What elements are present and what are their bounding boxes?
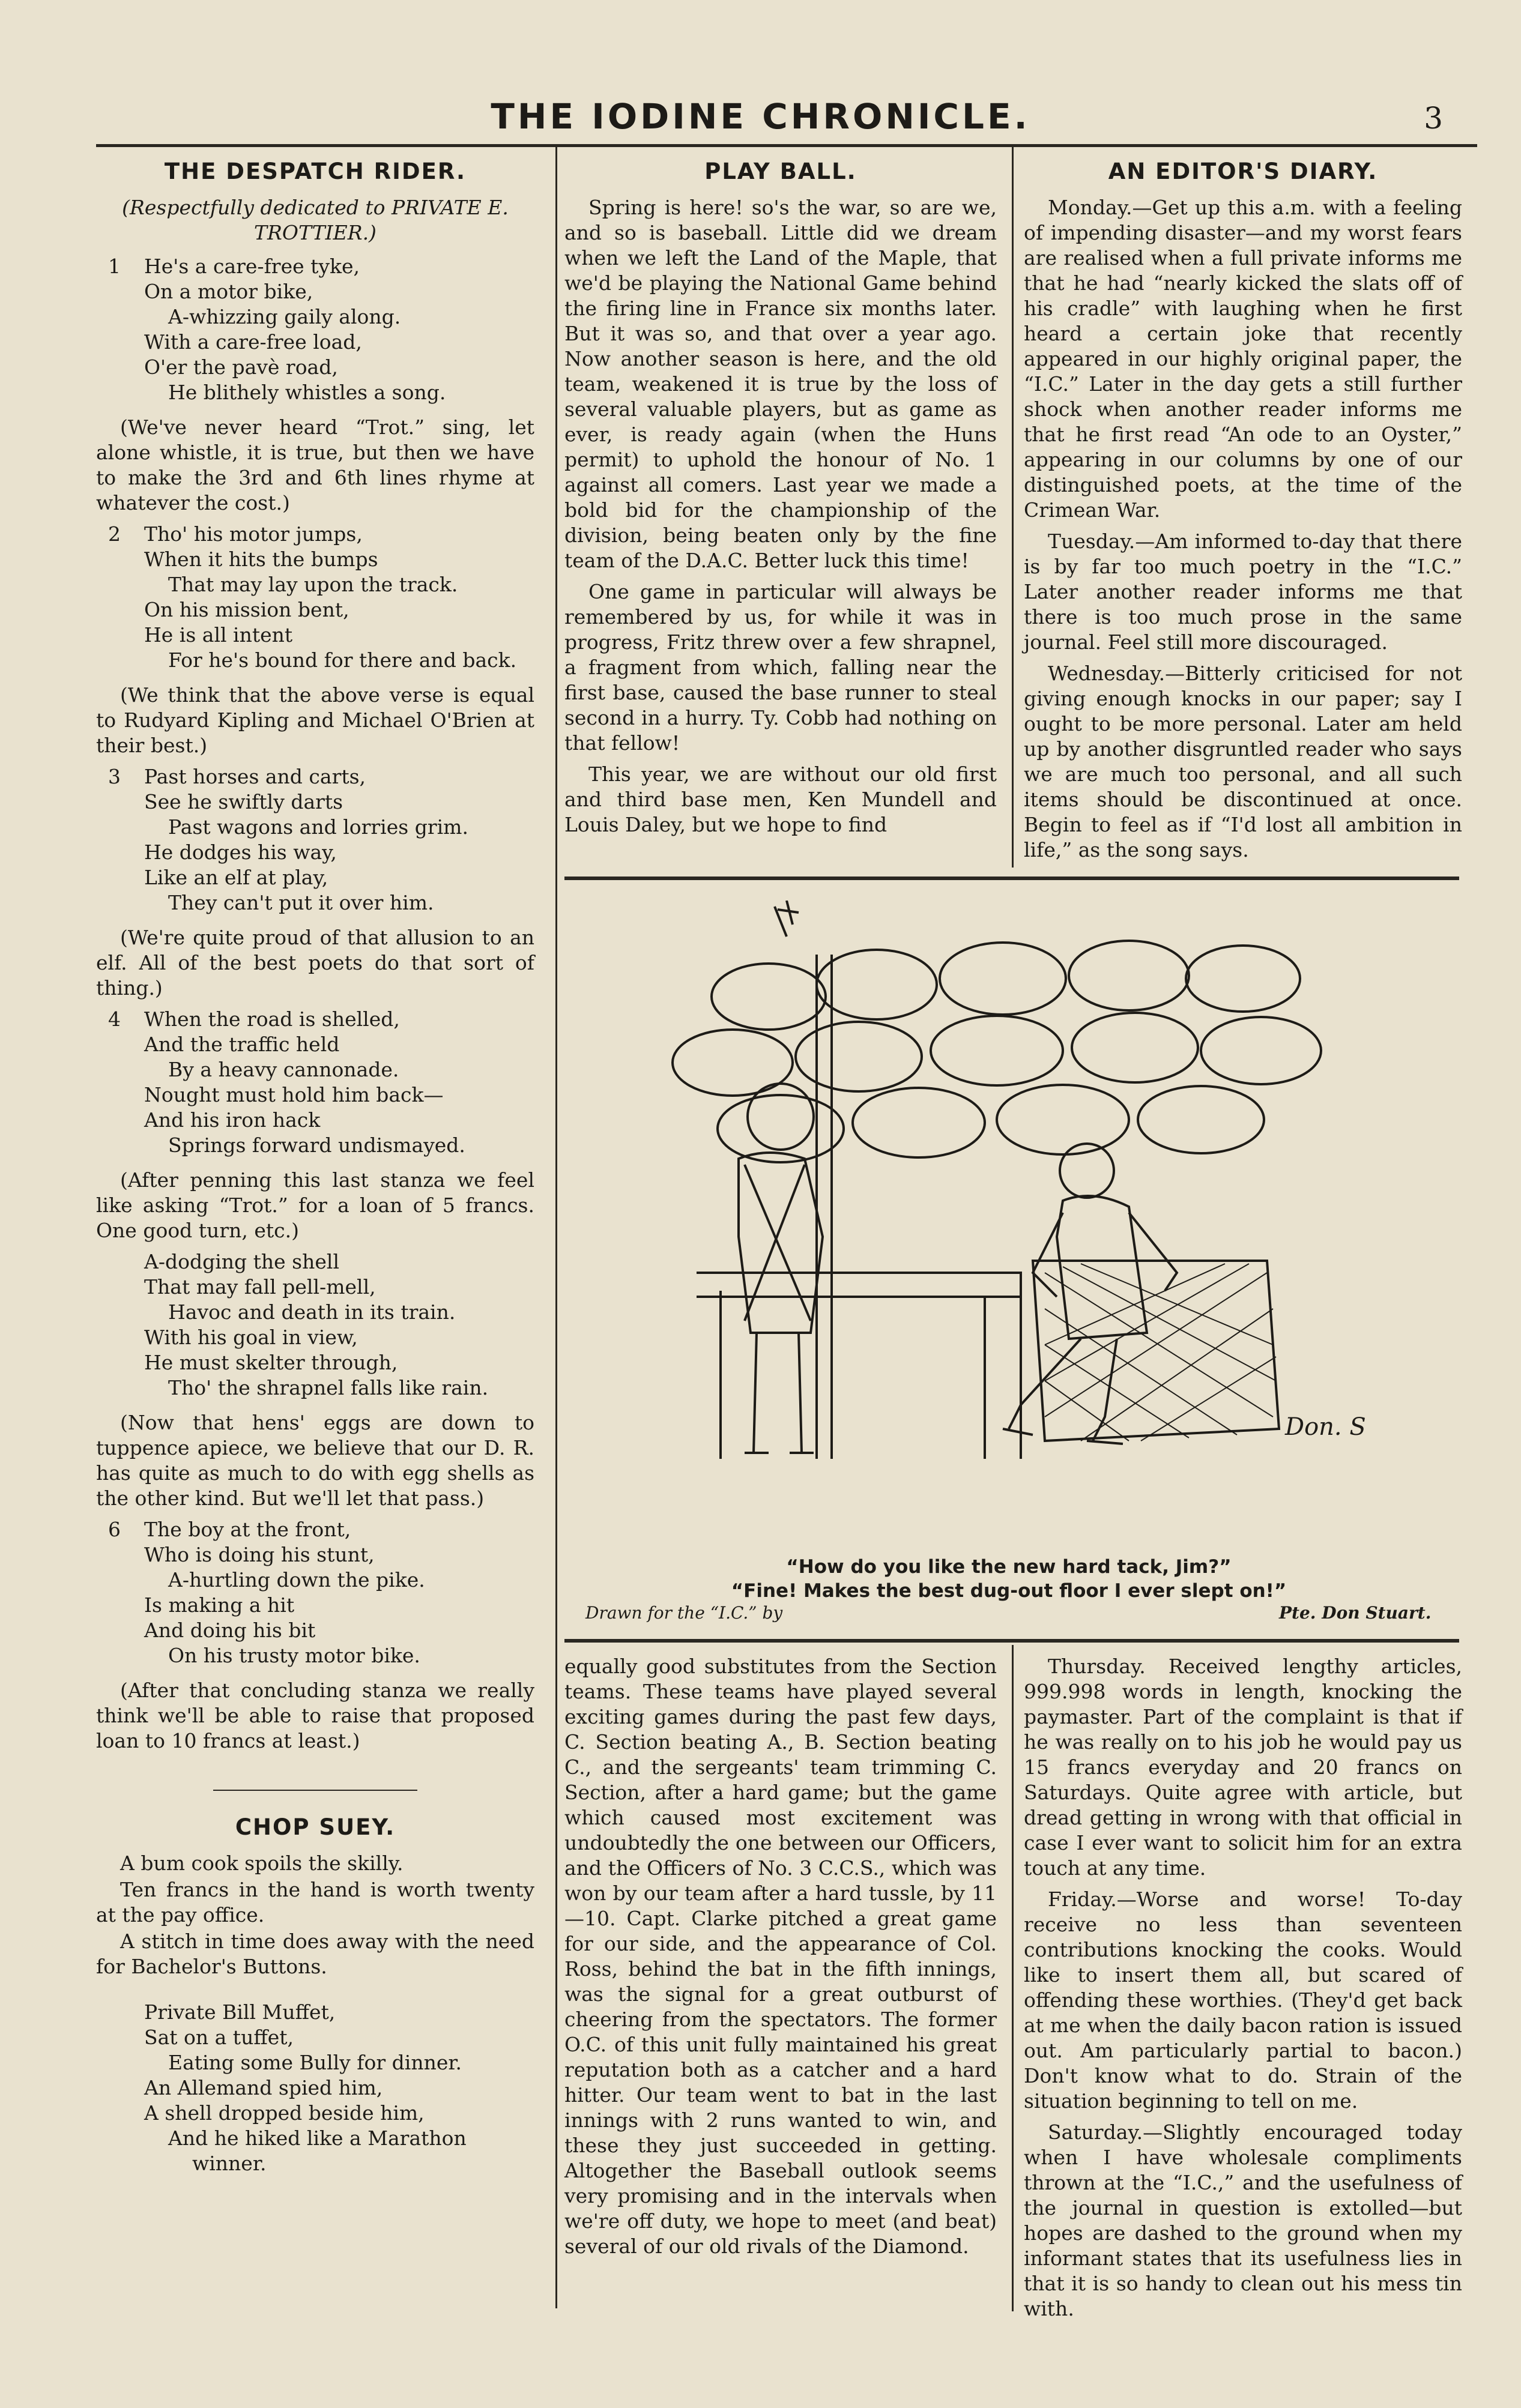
paragraph: Wednesday.—Bitterly criticised for not giving enough knocks in our paper; say I ought to be more personal. Later am held up by another disgruntled reader who says we are much too personal, and all such items should be discontinued at once. Begin to feel as if “I'd lost all ambition in life,” as the song says. [1024, 662, 1462, 862]
editor-note: (After penning this last stanza we feel like asking “Trot.” for a loan of 5 francs. One good turn, etc.) [96, 1168, 534, 1242]
verse-line: Past wagons and lorries grim. [168, 815, 468, 839]
verse-line: See he swiftly darts [144, 790, 343, 813]
verse-line: On his mission bent, [144, 598, 349, 621]
cartoon-caption [576, 1555, 1441, 1603]
verse-line: Like an elf at play, [144, 866, 328, 889]
column-middle-top [564, 159, 997, 843]
artist-signature: Don. S [1285, 1413, 1366, 1441]
paragraph: Thursday. Received lengthy articles, 999.998 words in length, knocking the paymaster. Part of the complaint is that if he was really on to his job he would pay us 15 francs everyday and 20 francs on Saturdays. Quite agree with article, but dread getting in wrong with that official in case I ever want to solicit him for an extra touch at any time. [1024, 1655, 1462, 1880]
caption-line-1: “How do you like the new hard tack, Jim?” [786, 1556, 1232, 1578]
column-right-top [1024, 159, 1462, 869]
column-rule-left [555, 147, 557, 2308]
play-ball-title: PLAY BALL. [704, 158, 857, 184]
verse-line: He is all intent [144, 623, 293, 647]
verse-line: Is making a hit [144, 1593, 295, 1617]
paragraph: Ten francs in the hand is worth twenty at the pay office. [96, 1878, 534, 1927]
stanza-5 [108, 1249, 534, 1401]
column-left [96, 159, 534, 2186]
verse-line: And the traffic held [144, 1033, 340, 1056]
verse-line: That may fall pell-mell, [144, 1275, 376, 1299]
column-rule-right-top [1012, 147, 1014, 868]
stanza-number [108, 1249, 144, 1275]
verse-line: And his iron hack [144, 1108, 321, 1132]
dedication: (Respectfully dedicated to PRIVATE E. TROTTIER.) [122, 196, 509, 244]
editor-note: (We've never heard “Trot.” sing, let alone whistle, it is true, but then we have to make the 3rd and 6th lines rhyme at whatever the cost.) [96, 415, 534, 514]
paragraph: equally good substitutes from the Section teams. These teams have played several exciting games during the past few days, C. Section beating A., B. Section beating C., and the sergeants' team trimming C. Section, after a hard game; but the game which caused most excitement was undoubtedly the one between our Officers, and the Officers of No. 3 C.C.S., which was won by our team after a hard tussle, by 11—10. Capt. Clarke pitched a great game for our side, and the appearance of Col. Ross, behind the bat in the fifth innings, was the signal for a great outburst of cheering from the spectators. The former O.C. of this unit fully maintained his great reputation both as a catcher and a hard hitter. Our team went to bat in the last innings with 2 runs wanted to win, and these they just succeeded in getting. Altogether the Baseball outlook seems very promising and in the intervals when we're off duty, we hope to meet (and beat) several of our old rivals of the Diamond. [564, 1655, 997, 2258]
chop-suey-title: CHOP SUEY. [235, 1814, 396, 1840]
verse-line: A-hurtling down the pike. [168, 1568, 425, 1592]
verse-line: That may lay upon the track. [168, 573, 458, 596]
paragraph: Monday.—Get up this a.m. with a feeling of impending disaster—and my worst fears are realised when a full private informs me that he had “nearly kicked the slats off of his cradle” with laughing when he first heard a certain joke that recently appeared in our highly original paper, the “I.C.” Later in the day gets a still further shock when another reader informs me that he first read “An ode to an Oyster,” appearing in our columns by one of our distinguished poets, at the time of the Crimean War. [1024, 196, 1462, 522]
verse-line: He's a care-free tyke, [144, 255, 360, 278]
stanza-number: 4 [108, 1007, 121, 1031]
verse-line: A-dodging the shell [144, 1250, 340, 1273]
muffet-verse [144, 2000, 534, 2176]
stanza-4 [108, 1007, 534, 1158]
editor-note: (Now that hens' eggs are down to tuppence apiece, we believe that our D. R. has quite as much to do with egg shells as the other kind. But we'll let that pass.) [96, 1411, 534, 1510]
stanza-1 [108, 254, 534, 405]
verse-line: Past horses and carts, [144, 765, 366, 788]
masthead-title: THE IODINE CHRONICLE. [491, 96, 1030, 137]
column-right-bottom [1024, 1654, 1462, 2328]
verse-line: He dodges his way, [144, 840, 337, 864]
verse-line: Sat on a tuffet, [144, 2026, 294, 2049]
paragraph: One game in particular will always be remembered by us, for while it was in progress, Fritz threw over a few shrapnel, a fragment from which, falling near the first base, caused the base runner to steal second in a hurry. Ty. Cobb had nothing on that fellow! [564, 580, 997, 755]
editor-note: (After that concluding stanza we really think we'll be able to raise that proposed loan to 10 francs at least.) [96, 1679, 534, 1752]
editor-note: (We're quite proud of that allusion to an elf. All of the best poets do that sort of thing.) [96, 926, 534, 1000]
section-divider [213, 1790, 417, 1791]
verse-line: Private Bill Muffet, [144, 2000, 336, 2024]
editor-note: (We think that the above verse is equal to Rudyard Kipling and Michael O'Brien at their best.) [96, 683, 534, 757]
stanza-number: 1 [108, 255, 121, 278]
verse-line: Nought must hold him back— [144, 1083, 444, 1106]
verse-line: He must skelter through, [144, 1351, 398, 1374]
verse-line: He blithely whistles a song. [168, 381, 446, 404]
verse-line: O'er the pavè road, [144, 355, 338, 379]
verse-line: With a care-free load, [144, 330, 362, 354]
trench-cartoon-illustration [649, 901, 1447, 1501]
paragraph: A bum cook spoils the skilly. [120, 1851, 404, 1875]
verse-line: Springs forward undismayed. [168, 1133, 465, 1157]
column-middle-bottom [564, 1654, 997, 2265]
paragraph: This year, we are without our old first and third base men, Ken Mundell and Louis Daley, but we hope to find [564, 762, 997, 836]
caption-line-2: “Fine! Makes the best dug-out floor I ever slept on!” [731, 1580, 1287, 1602]
verse-line: And doing his bit [144, 1619, 316, 1642]
verse-line: A-whizzing gaily along. [168, 305, 401, 328]
verse-line: With his goal in view, [144, 1326, 358, 1349]
verse-line: An Allemand spied him, [144, 2076, 383, 2099]
stanza-6 [108, 1517, 534, 1668]
editors-diary-title: AN EDITOR'S DIARY. [1108, 158, 1378, 184]
verse-line: Who is doing his stunt, [144, 1543, 375, 1566]
verse-line: And he hiked like a Marathon [168, 2126, 467, 2150]
masthead-rule [96, 144, 1477, 147]
verse-line: The boy at the front, [144, 1518, 351, 1541]
stanza-3 [108, 764, 534, 916]
paragraph: Saturday.—Slightly encouraged today when I have wholesale compliments thrown at the “I.C.,” and the usefulness of the journal in question is extolled—but hopes are dashed to the ground when my informant states that its usefulness lies in that it is so handy to clean out his mess tin with. [1024, 2120, 1462, 2320]
stanza-number: 2 [108, 522, 121, 546]
verse-line: Havoc and death in its train. [168, 1300, 456, 1324]
column-rule-right-bottom [1012, 1645, 1014, 2311]
verse-line: Tho' his motor jumps, [144, 522, 363, 546]
paragraph: Tuesday.—Am informed to-day that there is by far too much poetry in the “I.C.” Later another reader informs me that there is too much prose in the same journal. Feel still more discouraged. [1024, 530, 1462, 654]
paragraph: Friday.—Worse and worse! To-day receive no less than seventeen contributions knocking the cooks. Would like to insert them all, but scared of offending these worthies. (They'd get back at me when the daily bacon ration is issued out. Am particularly partial to bacon.) Don't know what to do. Strain of the situation beginning to tell on me. [1024, 1887, 1462, 2113]
cartoon-credit-right: Pte. Don Stuart. [1279, 1603, 1432, 1623]
verse-line: When it hits the bumps [144, 548, 378, 571]
cartoon-credit-left: Drawn for the “I.C.” by [585, 1603, 783, 1623]
verse-line: Tho' the shrapnel falls like rain. [168, 1376, 489, 1399]
despatch-rider-title: THE DESPATCH RIDER. [164, 158, 467, 184]
paragraph: Spring is here! so's the war, so are we, and so is baseball. Little did we dream when we left the Land of the Maple, that we'd be playing the National Game behind the firing line in France six months later. But it was so, and that over a year ago. Now another season is here, and the old team, weakened it is true by the loss of several valuable players, but as game as ever, is ready again (when the Huns permit) to uphold the honour of No. 1 against all comers. Last year we made a bold bid for the championship of the division, being beaten only by the fine team of the D.A.C. Better luck this time! [564, 196, 997, 572]
verse-line: By a heavy cannonade. [168, 1058, 399, 1081]
verse-line: A shell dropped beside him, [144, 2101, 425, 2125]
verse-line: On his trusty motor bike. [168, 1644, 420, 1667]
page-number: 3 [1424, 101, 1443, 136]
verse-line: For he's bound for there and back. [168, 648, 517, 672]
verse-line: They can't put it over him. [168, 891, 434, 914]
verse-line: On a motor bike, [144, 280, 313, 303]
cartoon-bottom-rule [564, 1639, 1459, 1643]
verse-line: Eating some Bully for dinner. [168, 2051, 462, 2074]
stanza-number: 6 [108, 1518, 121, 1541]
stanza-2 [108, 522, 534, 673]
verse-line: winner. [192, 2152, 267, 2175]
cartoon-top-rule [564, 877, 1459, 880]
paragraph: A stitch in time does away with the need for Bachelor's Buttons. [96, 1930, 534, 1978]
stanza-number: 3 [108, 765, 121, 788]
verse-line: When the road is shelled, [144, 1007, 400, 1031]
